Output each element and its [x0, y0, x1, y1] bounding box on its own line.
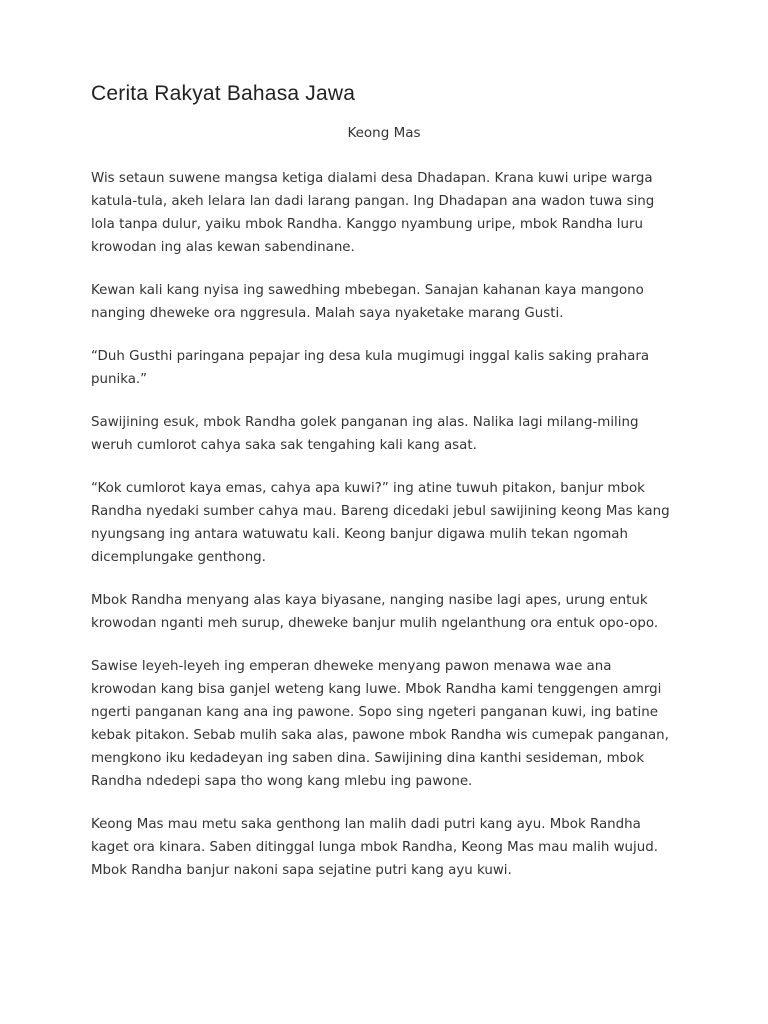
story-body [91, 167, 677, 902]
paragraph: Wis setaun suwene mangsa ketiga dialami desa Dhadapan. Krana kuwi uripe warga katula-tula, akeh lelara lan dadi larang pangan. Ing Dhadapan ana wadon tuwa sing lola tanpa dulur, yaiku mbok Randha. Kanggo nyambung uripe, mbok Randha luru krowodan ing alas kewan sabendinane. [91, 171, 655, 255]
paragraph: Sawijining esuk, mbok Randha golek panganan ing alas. Nalika lagi milang-miling weruh cumlorot cahya saka sak tengahing kali kang asat. [91, 415, 639, 453]
paragraph: Keong Mas mau metu saka genthong lan malih dadi putri kang ayu. Mbok Randha kaget ora kinara. Saben ditinggal lunga mbok Randha, Keong Mas mau malih wujud. Mbok Randha banjur nakoni sapa sejatine putri kang ayu kuwi. [91, 817, 658, 878]
paragraph: “Kok cumlorot kaya emas, cahya apa kuwi?” ing atine tuwuh pitakon, banjur mbok Randha nyedaki sumber cahya mau. Bareng dicedaki jebul sawijining keong Mas kang nyungsang ing antara watuwatu kali. Keong banjur digawa mulih tekan ngomah dicemplungake genthong. [91, 481, 670, 565]
paragraph: Sawise leyeh-leyeh ing emperan dheweke menyang pawon menawa wae ana krowodan kang bisa ganjel weteng kang luwe. Mbok Randha kami tenggengen amrgi ngerti panganan kang ana ing pawone. Sopo sing ngeteri panganan kuwi, ing batine kebak pitakon. Sebab mulih saka alas, pawone mbok Randha wis cumepak panganan, mengkono iku kedadeyan ing saben dina. Sawijining dina kanthi sesideman, mbok Randha ndedepi sapa tho wong kang mlebu ing pawone. [91, 659, 669, 789]
document-heading: Cerita Rakyat Bahasa Jawa [91, 82, 356, 105]
paragraph: “Duh Gusthi paringana pepajar ing desa kula mugimugi inggal kalis saking prahara punika.” [91, 349, 650, 387]
paragraph: Mbok Randha menyang alas kaya biyasane, nanging nasibe lagi apes, urung entuk krowodan nganti meh surup, dheweke banjur mulih ngelanthung ora entuk opo-opo. [91, 593, 659, 631]
story-title: Keong Mas [347, 125, 421, 141]
paragraph: Kewan kali kang nyisa ing sawedhing mbebegan. Sanajan kahanan kaya mangono nanging dheweke ora nggresula. Malah saya nyaketake marang Gusti. [91, 283, 644, 321]
